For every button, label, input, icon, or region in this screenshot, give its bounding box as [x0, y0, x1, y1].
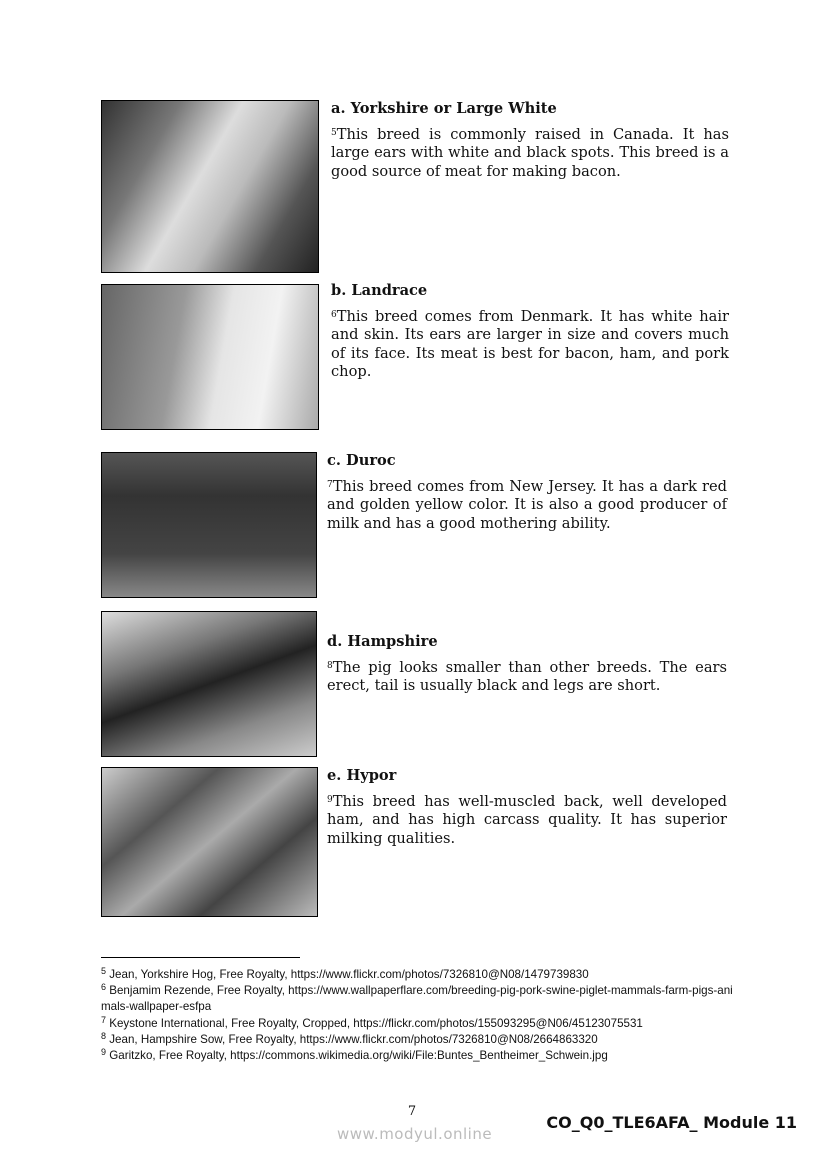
- footnote: [101, 1032, 741, 1048]
- breed-entry-hampshire: [327, 633, 727, 696]
- footnote-divider: [101, 957, 300, 958]
- breed-text: The pig looks smaller than other breeds. The ears erect, tail is usually black and legs are short.: [327, 659, 727, 695]
- footnote: [101, 983, 741, 1015]
- footnote-ref: 7: [327, 480, 333, 491]
- footnote: [101, 1048, 741, 1064]
- hypor-pig-photo: [101, 767, 318, 917]
- duroc-pig-photo: [101, 452, 317, 598]
- footnote-ref: 5: [331, 128, 337, 139]
- footnote: [101, 967, 741, 983]
- module-label: CO_Q0_TLE6AFA_ Module 11: [546, 1113, 797, 1132]
- footnote-text: Jean, Yorkshire Hog, Free Royalty, https://www.flickr.com/photos/7326810@N08/1479739830: [109, 968, 589, 981]
- footnote-ref: 9: [327, 795, 333, 806]
- breed-description: [327, 478, 727, 533]
- page-number: 7: [407, 1104, 417, 1119]
- footnote-number: 6: [101, 982, 107, 993]
- breed-title: e. Hypor: [327, 767, 397, 784]
- breed-description: [327, 793, 727, 848]
- footnote-text: Garitzko, Free Royalty, https://commons.wikimedia.org/wiki/File:Buntes_Bentheimer_Schwein.jpg: [109, 1049, 608, 1063]
- footnotes: [101, 967, 741, 1064]
- breed-description: [331, 126, 729, 181]
- footnote-text: Jean, Hampshire Sow, Free Royalty, https://www.flickr.com/photos/7326810@N08/2664863320: [109, 1032, 598, 1046]
- breed-text: This breed has well-muscled back, well developed ham, and has high carcass quality. It has superior milking qualities.: [327, 793, 727, 847]
- breed-entry-hypor: [327, 767, 727, 848]
- footnote: [101, 1016, 741, 1032]
- breed-text: This breed comes from New Jersey. It has a dark red and golden yellow color. It is also a good producer of milk and has a good mothering ability.: [327, 478, 727, 532]
- footnote-number: 9: [101, 1047, 107, 1058]
- breed-text: This breed is commonly raised in Canada. It has large ears with white and black spots. This breed is a good source of meat for making bacon.: [331, 126, 729, 180]
- breed-title: c. Duroc: [327, 452, 396, 469]
- breed-description: [327, 659, 727, 695]
- footnote-ref: 8: [327, 661, 333, 672]
- breed-entry-yorkshire: [331, 100, 729, 181]
- footnote-text: Keystone International, Free Royalty, Cropped, https://flickr.com/photos/155093295@N06/45123075531: [109, 1016, 643, 1030]
- hampshire-pig-photo: [101, 611, 317, 757]
- breed-entry-duroc: [327, 452, 727, 533]
- footnote-number: 7: [101, 1014, 107, 1025]
- breed-title: d. Hampshire: [327, 633, 438, 650]
- breed-description: [331, 308, 729, 381]
- landrace-pig-photo: [101, 284, 319, 430]
- yorkshire-pig-photo: [101, 100, 319, 273]
- breed-title: b. Landrace: [331, 282, 428, 299]
- footnote-number: 5: [101, 966, 107, 976]
- footnote-number: 8: [101, 1030, 107, 1041]
- breed-title: a. Yorkshire or Large White: [331, 100, 557, 117]
- footnote-ref: 6: [331, 310, 337, 321]
- watermark: www.modyul.online: [337, 1125, 493, 1143]
- footnote-text: Benjamim Rezende, Free Royalty, https://www.wallpaperflare.com/breeding-pig-pork-swine-piglet-mammals-farm-pigs-animals-wallpaper-esfpa: [101, 984, 733, 1014]
- breed-text: This breed comes from Denmark. It has white hair and skin. Its ears are larger in size and covers much of its face. Its meat is best for bacon, ham, and pork chop.: [331, 308, 729, 380]
- breed-entry-landrace: [331, 282, 729, 381]
